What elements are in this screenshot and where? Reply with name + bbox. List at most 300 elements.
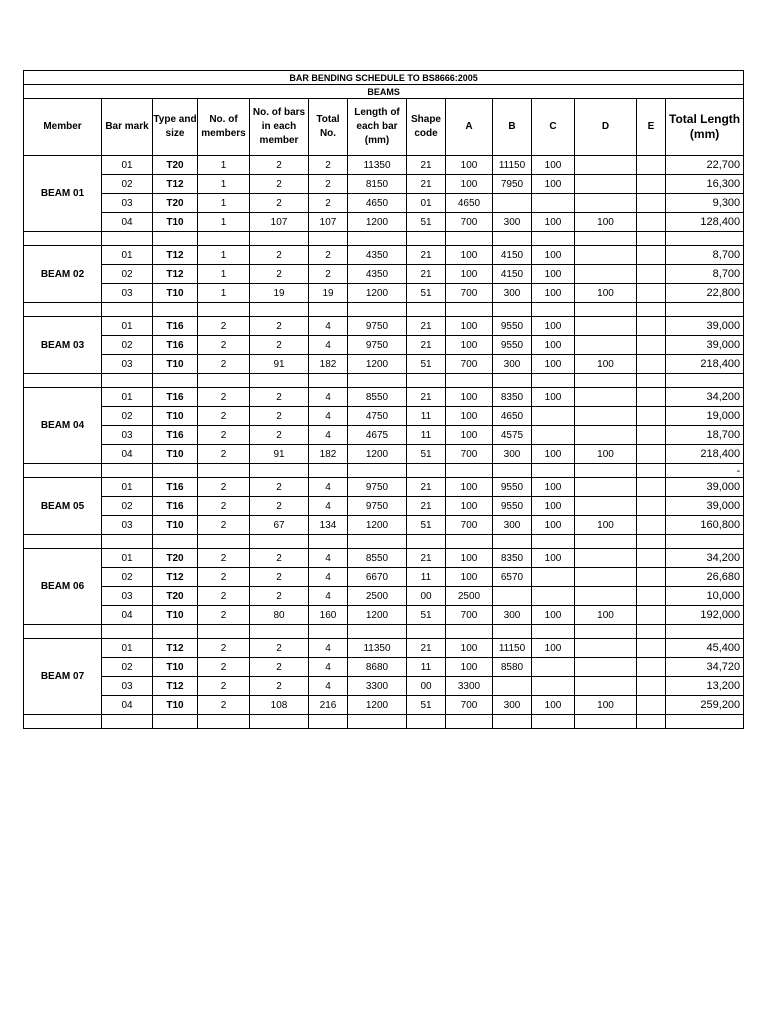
cell-total-length: 218,400	[666, 355, 744, 374]
cell-no-members: 2	[198, 658, 250, 677]
cell-dim-d	[575, 549, 637, 568]
cell-dim-b: 4650	[493, 407, 532, 426]
cell-no-members: 2	[198, 426, 250, 445]
cell-no-members: 2	[198, 639, 250, 658]
cell-bars-each-member: 2	[250, 265, 309, 284]
empty-cell	[198, 625, 250, 639]
empty-cell	[532, 303, 575, 317]
empty-cell	[532, 232, 575, 246]
header-no-members: No. of members	[198, 99, 250, 156]
cell-dim-a: 100	[446, 407, 493, 426]
spacer-row	[24, 715, 744, 729]
empty-cell	[102, 303, 153, 317]
cell-bars-each-member: 91	[250, 445, 309, 464]
cell-dim-a: 100	[446, 388, 493, 407]
cell-length-each-bar: 4675	[348, 426, 407, 445]
cell-dim-e	[637, 355, 666, 374]
cell-length-each-bar: 9750	[348, 336, 407, 355]
empty-cell	[575, 464, 637, 478]
table-row	[24, 265, 744, 284]
empty-cell	[309, 625, 348, 639]
cell-dim-a: 100	[446, 317, 493, 336]
empty-cell	[446, 464, 493, 478]
cell-no-members: 2	[198, 336, 250, 355]
member-cell: BEAM 03	[24, 317, 102, 374]
cell-bar-mark: 03	[102, 677, 153, 696]
empty-cell	[637, 625, 666, 639]
cell-bars-each-member: 2	[250, 388, 309, 407]
empty-cell	[532, 464, 575, 478]
cell-shape-code: 21	[407, 478, 446, 497]
empty-cell	[348, 374, 407, 388]
empty-cell	[532, 715, 575, 729]
cell-type-size: T16	[153, 317, 198, 336]
cell-bar-mark: 02	[102, 336, 153, 355]
empty-cell	[493, 303, 532, 317]
cell-total-no: 134	[309, 516, 348, 535]
cell-bar-mark: 03	[102, 516, 153, 535]
empty-cell	[24, 232, 102, 246]
empty-cell	[102, 374, 153, 388]
empty-cell	[309, 535, 348, 549]
cell-dim-e	[637, 568, 666, 587]
cell-type-size: T10	[153, 516, 198, 535]
bar-bending-schedule-table	[23, 70, 744, 729]
cell-dim-d	[575, 426, 637, 445]
empty-cell	[446, 625, 493, 639]
empty-cell	[24, 374, 102, 388]
spacer-total	[666, 625, 744, 639]
empty-cell	[250, 535, 309, 549]
empty-cell	[102, 715, 153, 729]
cell-total-length: 26,680	[666, 568, 744, 587]
cell-shape-code: 21	[407, 388, 446, 407]
cell-dim-d: 100	[575, 284, 637, 303]
cell-length-each-bar: 8680	[348, 658, 407, 677]
cell-dim-e	[637, 445, 666, 464]
empty-cell	[24, 625, 102, 639]
empty-cell	[24, 464, 102, 478]
empty-cell	[493, 232, 532, 246]
empty-cell	[493, 535, 532, 549]
empty-cell	[575, 232, 637, 246]
cell-dim-a: 100	[446, 265, 493, 284]
cell-dim-d: 100	[575, 213, 637, 232]
cell-shape-code: 01	[407, 194, 446, 213]
cell-bar-mark: 02	[102, 175, 153, 194]
cell-no-members: 2	[198, 549, 250, 568]
empty-cell	[575, 303, 637, 317]
cell-length-each-bar: 1200	[348, 284, 407, 303]
cell-total-length: 45,400	[666, 639, 744, 658]
table-row	[24, 355, 744, 374]
cell-length-each-bar: 9750	[348, 317, 407, 336]
cell-bar-mark: 01	[102, 156, 153, 175]
cell-shape-code: 21	[407, 265, 446, 284]
cell-type-size: T12	[153, 677, 198, 696]
cell-shape-code: 21	[407, 639, 446, 658]
cell-total-no: 4	[309, 568, 348, 587]
cell-dim-b: 4150	[493, 265, 532, 284]
cell-dim-e	[637, 426, 666, 445]
cell-dim-a: 100	[446, 549, 493, 568]
cell-dim-c	[532, 426, 575, 445]
empty-cell	[198, 715, 250, 729]
table-row	[24, 658, 744, 677]
cell-dim-a: 100	[446, 639, 493, 658]
empty-cell	[348, 464, 407, 478]
cell-dim-c: 100	[532, 497, 575, 516]
cell-bar-mark: 03	[102, 355, 153, 374]
table-row	[24, 246, 744, 265]
cell-bar-mark: 02	[102, 568, 153, 587]
cell-no-members: 1	[198, 284, 250, 303]
cell-type-size: T20	[153, 587, 198, 606]
spacer-total	[666, 535, 744, 549]
cell-total-no: 4	[309, 677, 348, 696]
cell-no-members: 1	[198, 194, 250, 213]
empty-cell	[24, 715, 102, 729]
cell-dim-d: 100	[575, 445, 637, 464]
cell-type-size: T20	[153, 156, 198, 175]
empty-cell	[198, 464, 250, 478]
cell-dim-a: 100	[446, 175, 493, 194]
cell-dim-e	[637, 639, 666, 658]
cell-no-members: 2	[198, 445, 250, 464]
empty-cell	[407, 625, 446, 639]
empty-cell	[446, 303, 493, 317]
cell-dim-e	[637, 246, 666, 265]
cell-dim-e	[637, 156, 666, 175]
cell-bar-mark: 02	[102, 497, 153, 516]
cell-no-members: 2	[198, 478, 250, 497]
table-row	[24, 516, 744, 535]
table-row	[24, 388, 744, 407]
empty-cell	[153, 232, 198, 246]
empty-cell	[153, 715, 198, 729]
cell-total-length: 13,200	[666, 677, 744, 696]
cell-bars-each-member: 91	[250, 355, 309, 374]
cell-total-no: 4	[309, 317, 348, 336]
cell-bars-each-member: 2	[250, 658, 309, 677]
cell-dim-e	[637, 587, 666, 606]
cell-total-no: 2	[309, 194, 348, 213]
cell-dim-b: 300	[493, 606, 532, 625]
cell-dim-b: 300	[493, 445, 532, 464]
header-dim-e: E	[637, 99, 666, 156]
cell-type-size: T20	[153, 549, 198, 568]
cell-bar-mark: 01	[102, 549, 153, 568]
cell-length-each-bar: 1200	[348, 516, 407, 535]
cell-type-size: T16	[153, 426, 198, 445]
empty-cell	[407, 303, 446, 317]
empty-cell	[198, 374, 250, 388]
cell-bar-mark: 03	[102, 284, 153, 303]
table-row	[24, 194, 744, 213]
empty-cell	[153, 625, 198, 639]
cell-total-no: 4	[309, 658, 348, 677]
empty-cell	[493, 715, 532, 729]
cell-length-each-bar: 11350	[348, 156, 407, 175]
cell-type-size: T16	[153, 388, 198, 407]
cell-bars-each-member: 2	[250, 677, 309, 696]
cell-bar-mark: 02	[102, 265, 153, 284]
cell-no-members: 1	[198, 213, 250, 232]
cell-dim-d	[575, 658, 637, 677]
empty-cell	[446, 374, 493, 388]
empty-cell	[153, 535, 198, 549]
cell-bars-each-member: 80	[250, 606, 309, 625]
cell-dim-b: 9550	[493, 336, 532, 355]
cell-dim-c: 100	[532, 175, 575, 194]
cell-shape-code: 11	[407, 568, 446, 587]
header-row	[24, 99, 744, 156]
empty-cell	[407, 374, 446, 388]
cell-dim-e	[637, 677, 666, 696]
empty-cell	[309, 232, 348, 246]
spacer-row	[24, 303, 744, 317]
cell-bar-mark: 04	[102, 213, 153, 232]
cell-total-no: 182	[309, 355, 348, 374]
empty-cell	[102, 232, 153, 246]
cell-shape-code: 11	[407, 407, 446, 426]
cell-dim-a: 100	[446, 478, 493, 497]
cell-total-no: 4	[309, 426, 348, 445]
cell-length-each-bar: 4650	[348, 194, 407, 213]
cell-bar-mark: 04	[102, 606, 153, 625]
cell-dim-b: 4150	[493, 246, 532, 265]
cell-shape-code: 21	[407, 549, 446, 568]
cell-no-members: 2	[198, 696, 250, 715]
cell-bars-each-member: 19	[250, 284, 309, 303]
cell-dim-d	[575, 194, 637, 213]
cell-dim-c: 100	[532, 213, 575, 232]
cell-shape-code: 21	[407, 497, 446, 516]
cell-dim-e	[637, 606, 666, 625]
cell-dim-b: 9550	[493, 317, 532, 336]
empty-cell	[309, 374, 348, 388]
cell-type-size: T12	[153, 246, 198, 265]
empty-cell	[575, 535, 637, 549]
cell-total-length: 16,300	[666, 175, 744, 194]
cell-dim-a: 700	[446, 355, 493, 374]
cell-dim-e	[637, 213, 666, 232]
cell-dim-d	[575, 156, 637, 175]
cell-length-each-bar: 4350	[348, 265, 407, 284]
empty-cell	[198, 535, 250, 549]
empty-cell	[153, 464, 198, 478]
cell-dim-a: 700	[446, 284, 493, 303]
cell-dim-c	[532, 587, 575, 606]
empty-cell	[153, 374, 198, 388]
cell-dim-e	[637, 336, 666, 355]
table-row	[24, 156, 744, 175]
cell-total-length: 34,720	[666, 658, 744, 677]
cell-bars-each-member: 2	[250, 194, 309, 213]
cell-dim-e	[637, 497, 666, 516]
empty-cell	[532, 625, 575, 639]
cell-bars-each-member: 2	[250, 156, 309, 175]
spacer-total	[666, 715, 744, 729]
cell-type-size: T16	[153, 497, 198, 516]
cell-shape-code: 51	[407, 284, 446, 303]
header-member: Member	[24, 99, 102, 156]
cell-bars-each-member: 108	[250, 696, 309, 715]
cell-type-size: T16	[153, 478, 198, 497]
cell-no-members: 1	[198, 265, 250, 284]
table-row	[24, 407, 744, 426]
cell-type-size: T16	[153, 336, 198, 355]
cell-no-members: 2	[198, 606, 250, 625]
cell-length-each-bar: 8550	[348, 388, 407, 407]
cell-total-length: 259,200	[666, 696, 744, 715]
cell-shape-code: 11	[407, 658, 446, 677]
cell-dim-b: 11150	[493, 639, 532, 658]
cell-total-length: 8,700	[666, 265, 744, 284]
empty-cell	[575, 625, 637, 639]
empty-cell	[24, 303, 102, 317]
table-row	[24, 606, 744, 625]
cell-length-each-bar: 8550	[348, 549, 407, 568]
spacer-total: -	[666, 464, 744, 478]
header-total-length: Total Length (mm)	[666, 99, 744, 156]
cell-total-length: 19,000	[666, 407, 744, 426]
cell-length-each-bar: 4350	[348, 246, 407, 265]
cell-dim-d	[575, 336, 637, 355]
cell-type-size: T12	[153, 639, 198, 658]
cell-total-no: 2	[309, 265, 348, 284]
cell-shape-code: 51	[407, 213, 446, 232]
cell-dim-b: 6570	[493, 568, 532, 587]
cell-no-members: 2	[198, 407, 250, 426]
empty-cell	[446, 535, 493, 549]
cell-dim-c	[532, 658, 575, 677]
cell-dim-c: 100	[532, 549, 575, 568]
cell-dim-b: 8580	[493, 658, 532, 677]
cell-dim-a: 700	[446, 213, 493, 232]
cell-dim-c: 100	[532, 639, 575, 658]
cell-dim-d	[575, 407, 637, 426]
cell-bar-mark: 04	[102, 445, 153, 464]
cell-dim-c: 100	[532, 246, 575, 265]
cell-total-no: 19	[309, 284, 348, 303]
cell-bar-mark: 02	[102, 658, 153, 677]
member-cell: BEAM 06	[24, 549, 102, 625]
empty-cell	[637, 374, 666, 388]
table-row	[24, 568, 744, 587]
cell-dim-e	[637, 284, 666, 303]
cell-dim-b: 8350	[493, 549, 532, 568]
empty-cell	[102, 535, 153, 549]
cell-total-no: 4	[309, 478, 348, 497]
cell-dim-e	[637, 317, 666, 336]
cell-bar-mark: 01	[102, 639, 153, 658]
cell-dim-b: 300	[493, 355, 532, 374]
cell-dim-b: 4575	[493, 426, 532, 445]
table-row	[24, 445, 744, 464]
cell-dim-d	[575, 175, 637, 194]
cell-dim-c: 100	[532, 265, 575, 284]
header-type-size: Type and size	[153, 99, 198, 156]
empty-cell	[348, 715, 407, 729]
cell-length-each-bar: 1200	[348, 696, 407, 715]
cell-bar-mark: 03	[102, 426, 153, 445]
empty-cell	[407, 715, 446, 729]
cell-length-each-bar: 3300	[348, 677, 407, 696]
schedule-subtitle: BEAMS	[24, 85, 744, 99]
cell-bars-each-member: 2	[250, 175, 309, 194]
empty-cell	[637, 303, 666, 317]
cell-dim-e	[637, 194, 666, 213]
cell-bars-each-member: 2	[250, 407, 309, 426]
cell-length-each-bar: 4750	[348, 407, 407, 426]
cell-bars-each-member: 67	[250, 516, 309, 535]
table-row	[24, 317, 744, 336]
cell-dim-b: 8350	[493, 388, 532, 407]
empty-cell	[250, 374, 309, 388]
cell-total-no: 182	[309, 445, 348, 464]
empty-cell	[407, 232, 446, 246]
cell-dim-b	[493, 587, 532, 606]
cell-total-no: 2	[309, 156, 348, 175]
cell-total-length: 22,700	[666, 156, 744, 175]
cell-total-no: 2	[309, 246, 348, 265]
table-row	[24, 587, 744, 606]
empty-cell	[24, 535, 102, 549]
empty-cell	[250, 464, 309, 478]
cell-dim-b: 9550	[493, 478, 532, 497]
spacer-row	[24, 374, 744, 388]
cell-dim-d	[575, 497, 637, 516]
empty-cell	[575, 374, 637, 388]
cell-dim-a: 100	[446, 336, 493, 355]
cell-dim-b: 300	[493, 696, 532, 715]
cell-dim-b: 300	[493, 213, 532, 232]
cell-total-length: 8,700	[666, 246, 744, 265]
cell-shape-code: 51	[407, 606, 446, 625]
empty-cell	[348, 625, 407, 639]
cell-dim-c: 100	[532, 156, 575, 175]
header-shape-code: Shape code	[407, 99, 446, 156]
cell-type-size: T10	[153, 213, 198, 232]
cell-dim-c: 100	[532, 284, 575, 303]
cell-dim-e	[637, 175, 666, 194]
cell-length-each-bar: 9750	[348, 478, 407, 497]
cell-dim-c	[532, 677, 575, 696]
member-cell: BEAM 07	[24, 639, 102, 715]
cell-dim-d: 100	[575, 355, 637, 374]
cell-total-no: 4	[309, 549, 348, 568]
cell-bars-each-member: 107	[250, 213, 309, 232]
cell-shape-code: 21	[407, 175, 446, 194]
empty-cell	[102, 625, 153, 639]
empty-cell	[637, 232, 666, 246]
table-row	[24, 639, 744, 658]
cell-bar-mark: 03	[102, 587, 153, 606]
cell-dim-e	[637, 696, 666, 715]
cell-total-length: 34,200	[666, 388, 744, 407]
empty-cell	[309, 303, 348, 317]
cell-type-size: T12	[153, 175, 198, 194]
cell-dim-b: 7950	[493, 175, 532, 194]
cell-dim-d	[575, 587, 637, 606]
cell-total-length: 39,000	[666, 317, 744, 336]
cell-no-members: 2	[198, 388, 250, 407]
cell-type-size: T10	[153, 445, 198, 464]
empty-cell	[446, 715, 493, 729]
empty-cell	[348, 232, 407, 246]
cell-dim-a: 100	[446, 426, 493, 445]
